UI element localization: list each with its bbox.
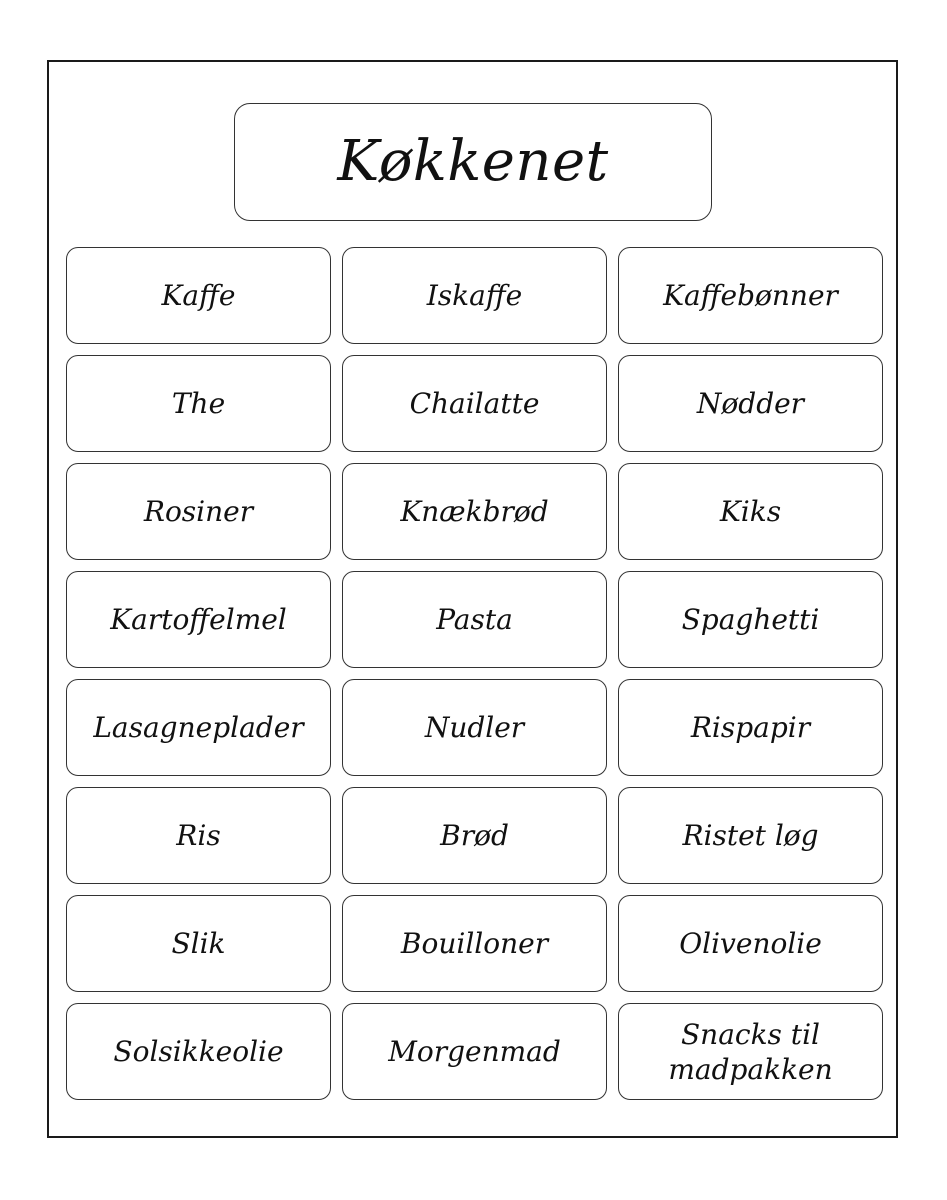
label-text: Rosiner	[143, 495, 254, 528]
label-text: Iskaffe	[426, 279, 523, 312]
label-text: Pasta	[436, 603, 513, 636]
label-text: Kartoffelmel	[110, 603, 287, 636]
label-card	[66, 571, 331, 668]
label-card	[66, 895, 331, 992]
label-card	[618, 679, 883, 776]
label-text: Solsikkeolie	[113, 1035, 284, 1068]
label-text: Morgenmad	[388, 1035, 561, 1068]
label-card	[618, 463, 883, 560]
label-card	[66, 463, 331, 560]
label-text: The	[171, 387, 226, 420]
label-card	[66, 247, 331, 344]
label-card	[66, 355, 331, 452]
label-card	[342, 247, 607, 344]
label-text: Kaffe	[161, 279, 236, 312]
label-text: Brød	[440, 819, 509, 852]
label-text: Kiks	[719, 495, 782, 528]
label-card	[618, 787, 883, 884]
label-card	[66, 787, 331, 884]
label-text: Snacks til madpakken	[668, 1017, 833, 1086]
label-card	[342, 571, 607, 668]
label-card	[618, 355, 883, 452]
page-title: Køkkenet	[337, 129, 609, 194]
label-text: Rispapir	[690, 711, 811, 744]
title-label	[234, 103, 712, 221]
label-card	[618, 1003, 883, 1100]
label-text: Kaffebønner	[663, 279, 838, 312]
label-text: Ris	[176, 819, 221, 852]
label-sheet	[47, 60, 898, 1138]
label-text: Chailatte	[409, 387, 540, 420]
label-card	[342, 679, 607, 776]
label-card	[618, 571, 883, 668]
label-card	[342, 463, 607, 560]
label-card	[342, 787, 607, 884]
label-card	[342, 895, 607, 992]
label-card	[342, 355, 607, 452]
label-card	[66, 1003, 331, 1100]
label-text: Olivenolie	[679, 927, 822, 960]
label-text: Ristet løg	[682, 819, 819, 852]
label-text: Nødder	[696, 387, 805, 420]
label-grid	[66, 247, 883, 1100]
label-text: Lasagneplader	[93, 711, 304, 744]
label-card	[618, 895, 883, 992]
label-text: Slik	[171, 927, 226, 960]
label-text: Knækbrød	[400, 495, 549, 528]
label-text: Spaghetti	[681, 603, 820, 636]
label-card	[342, 1003, 607, 1100]
label-text: Bouilloner	[400, 927, 549, 960]
label-card	[618, 247, 883, 344]
label-text: Nudler	[424, 711, 525, 744]
label-card	[66, 679, 331, 776]
